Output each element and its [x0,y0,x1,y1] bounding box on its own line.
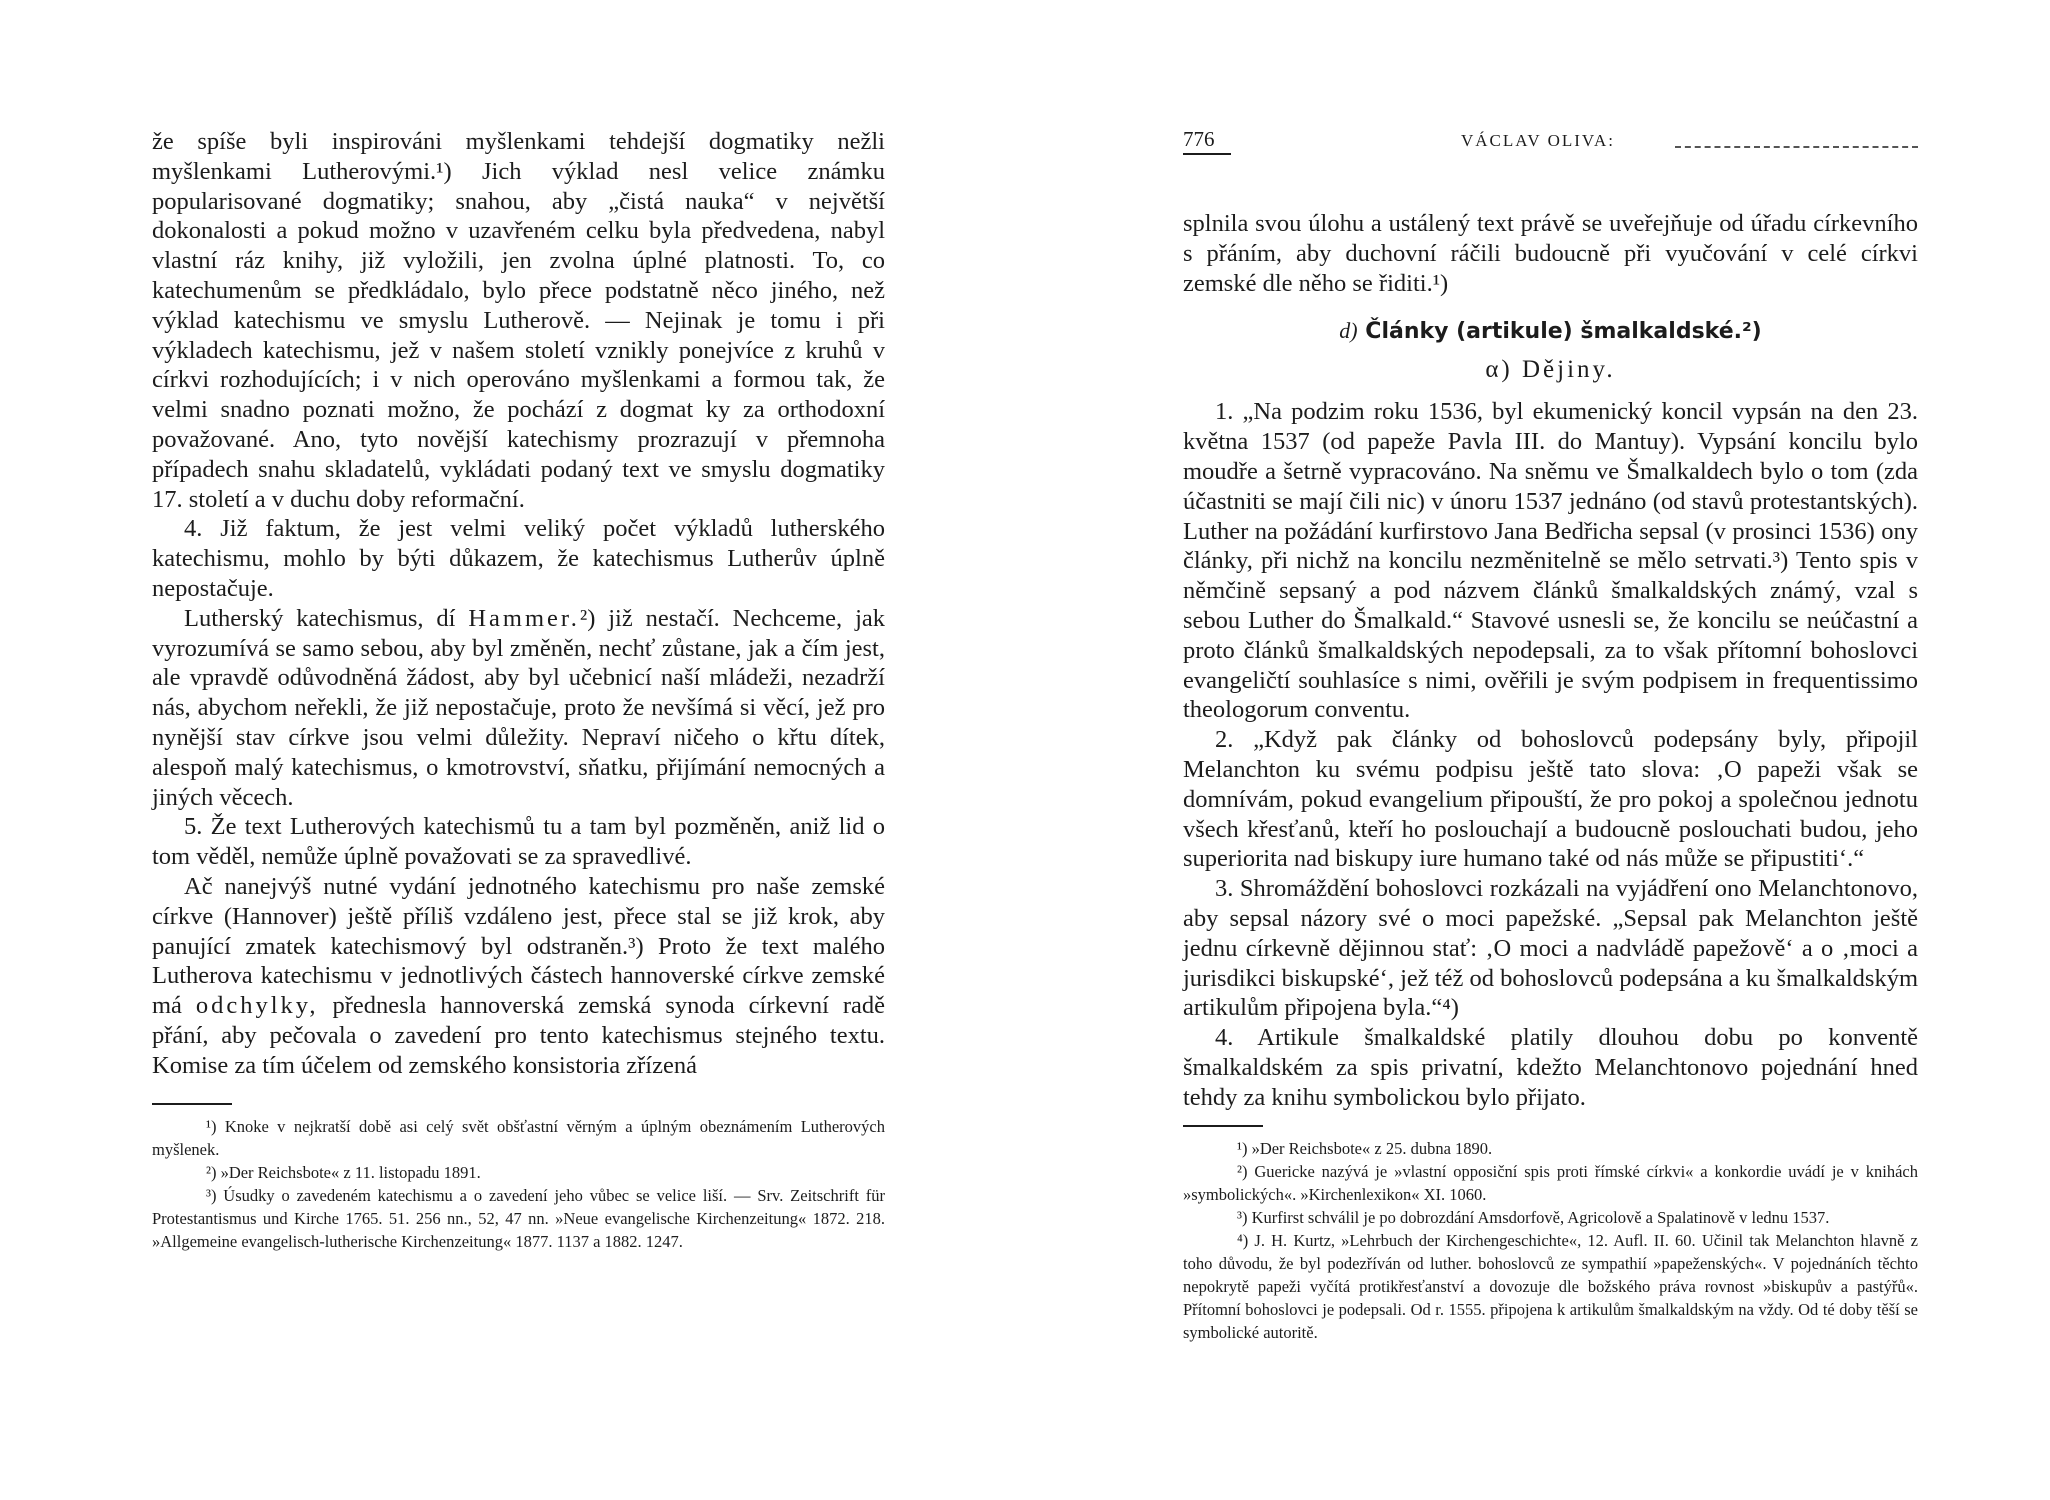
running-head-dash-rule [1675,136,1918,148]
left-paragraph-5-rest: přednesla hannoverská zemská synoda církevní radě přání, aby pečovala o zavedení pro tento katechismus stejného textu. Komise za tím účelem od zemského konsistoria zřízená [152,992,885,1079]
left-footnote-rule [152,1103,232,1105]
hammer-name: Hammer. [468,604,580,632]
subsection-heading: α) Dějiny. [1485,356,1616,384]
left-footnote-2: ²) »Der Reichsbote« z 11. listopadu 1891. [206,1162,481,1182]
left-text-column [152,127,885,1253]
page-number: 776 [1183,127,1231,155]
right-footnote-4: ⁴) J. H. Kurtz, »Lehrbuch der Kirchengeschichte«, 12. Aufl. II. 60. Učinil tak Melanchton hlavně z toho důvodu, že byl podezříván od luther. bohoslovců ze sympathií »papeženských«. V pojednáních těchto nepokrytě papeži vyčítá protikřesťanství a dovozuje dle božského práva rovnost »biskupův a pastýřů«. Přítomní bohoslovci je podepsali. Od r. 1555. připojena k artikulům šmalkaldským na vždy. Od té doby těší se symbolické autoritě. [1183,1230,1918,1342]
right-paragraph-1: 1. „Na podzim roku 1536, byl ekumenický koncil vypsán na den 23. května 1537 (od papeže Pavla III. do Mantuy). Vypsání koncilu bylo moudře a šetrně vypracováno. Na sněmu ve Šmalkaldech bylo o tom (zda účastniti se mají čili nic) v únoru 1537 jednáno (od stavů protestantských). Luther na požádání kurfirstovo Jana Bedřicha sepsal (v prosinci 1536) ony články, při nichž na koncilu nezměnitelně se mělo setrvati.³) Tento spis v němčině sepsaný a pod názvem článků šmalkaldských známý, vzal s sebou Luther do Šmalkald.“ Stavové usnesli se, že koncilu se neúčastní a proto článků šmalkaldských nepodepsali, za to však přítomní bohoslovci evangeličtí souhlasíce s nimi, ověřili je svým podpisem in frequentissimo theologorum conventu. [1183,398,1918,724]
left-paragraph-4: 5. Že text Lutherových katechismů tu a tam byl pozměněn, aniž lid o tom věděl, nemůže úplně považovati se za spravedlivé. [152,813,885,871]
right-footnote-1: ¹) »Der Reichsbote« z 25. dubna 1890. [1237,1138,1493,1158]
left-paragraph-5-start: Ač nanejvýš nutné vydání jednotného katechismu pro naše zemské církve (Hannover) ještě příliš vzdáleno jest, přece stal se již krok, aby panující zmatek katechismový byl odstraněn.³) Proto že text malého Lutherova katechismu v jednotlivých částech hannoverské církve zemské má [152,872,885,1020]
right-text-column [1183,127,1918,1344]
section-letter: d) [1339,318,1358,344]
running-head [1183,127,1918,157]
left-footnote-1: ¹) Knoke v nejkratší době asi celý svět obšťastní věrným a úplným obeznámením Lutherových myšlenek. [152,1116,885,1159]
right-footnote-3: ³) Kurfirst schválil je po dobrozdání Amsdorfově, Agricolově a Spalatinově v lednu 1537. [1237,1207,1830,1227]
left-paragraph-3-start: Lutherský katechismus, dí [184,604,456,632]
right-footnote-rule [1183,1125,1263,1127]
left-footnote-3: ³) Úsudky o zavedeném katechismu a o zavedení jeho vůbec se velice liší. — Srv. Zeitschrift für Protestantismus und Kirche 1765. 51. 256 nn., 52, 47 nn. »Neue evangelische Kirchenzeitung« 1872. 218. »Allgemeine evangelisch-lutherische Kirchenzeitung« 1877. 1137 a 1882. 1247. [152,1185,885,1251]
right-footnote-2: ²) Guericke nazývá je »vlastní opposiční spis proti římské církvi« a konkordie uvádí je v knihách »symbolických«. »Kirchenlexikon« XI. 1060. [1183,1161,1918,1204]
left-paragraph-3 [152,604,885,813]
odchylky-word: odchylky, [195,992,319,1020]
section-title: Články (artikule) šmalkaldské.²) [1365,319,1762,345]
left-paragraph-1: že spíše byli inspirováni myšlenkami tehdejší dogmatiky nežli myšlenkami Lutherovými.¹) Jich výklad nesl velice známku popularisované dogmatiky; snahou, aby „čistá nauka“ v největší dokonalosti a pokud možno v uzavřeném celku byla předvedena, nabyl vlastní ráz knihy, již vyložili, jen zvolna úplné platnosti. To, co katechumenům se předkládalo, bylo přece podstatně něco jiného, než výklad katechismu ve smyslu Lutherově. — Nejinak je tomu i při výkladech katechismu, jež v našem století vznikly ponejvíce z kruhů v církvi rozhodujících; i v nich operováno myšlenkami a formou tak, že velmi snadno poznati možno, že pochází z dogmat ky za orthodoxní považované. Ano, tyto novější katechismy prozrazují v přemnoha případech snahu skladatelů, vykládati podaný text ve smyslu dogmatiky 17. století a v duchu doby reformační. [152,128,885,513]
right-page [1025,0,2050,1500]
left-paragraph-2: 4. Již faktum, že jest velmi veliký počet výkladů lutherského katechismu, mohlo by býti důkazem, že katechismus Lutherův úplně nepostačuje. [152,515,885,602]
right-paragraph-2: 2. „Když pak články od bohoslovců podepsány byly, připojil Melanchton ku svému podpisu ještě tato slova: ‚O papeži však se domnívám, pokud evangelium připouští, že pro pokoj a společnou jednotu všech křesťanů, kteří ho poslouchají a budoucně poslouchati budou, jeho superiorita nad biskupy iure humano také od nás může se připustiti‘.“ [1183,726,1918,873]
right-paragraph-3: 3. Shromáždění bohoslovci rozkázali na vyjádření ono Melanchtonovo, aby sepsal názory své o moci papežské. „Sepsal pak Melanchton ještě jednu církevně dějinnou stať: ‚O moci a nadvládě papežově‘ a o ‚moci a jurisdikci biskupské‘, jež též od bohoslovců podepsána a ku šmalkaldským artikulům připojena byla.“⁴) [1183,875,1918,1022]
section-heading [1183,316,1918,347]
left-paragraph-5 [152,872,885,1081]
running-head-author: VÁCLAV OLIVA: [1461,131,1615,150]
right-paragraph-4: 4. Artikule šmalkaldské platily dlouhou dobu po konventě šmalkaldském za spis privatní, kdežto Melanchtonovo pojednání hned tehdy za knihu symbolickou bylo přijato. [1183,1024,1918,1111]
right-intro-paragraph: splnila svou úlohu a ustálený text právě se uveřejňuje od úřadu církevního s přáním, aby duchovní ráčili budoucně při vyučování v celé církvi zemské dle něho se řiditi.¹) [1183,210,1918,297]
left-paragraph-3-rest: ²) již nestačí. Nechceme, jak vyrozumívá se samo sebou, aby byl změněn, nechť zůstane, jak a čím jest, ale vpravdě odůvodněná žádost, aby byl učebnicí naší mládeži, nezadrží nás, abychom neřekli, že již nepostačuje, proto že nevšímá si věcí, jež pro nynější stav církve jsou velmi důležity. Nepraví ničeho o křtu dítek, alespoň malý katechismus, o kmotrovství, sňatku, přijímání nemocných a jiných věcech. [152,604,885,811]
